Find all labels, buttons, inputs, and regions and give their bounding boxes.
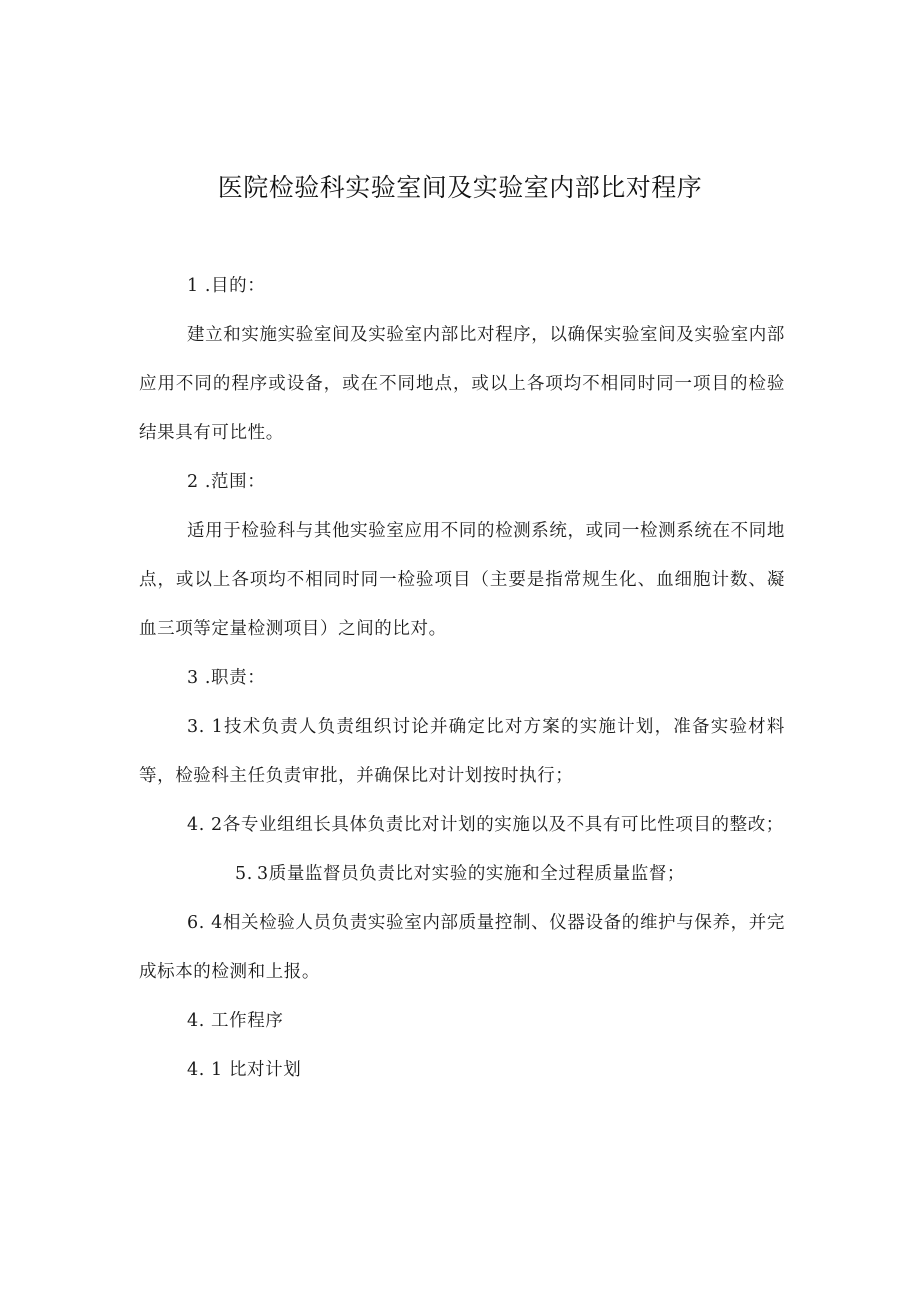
section-4-heading: 4. 工作程序 bbox=[187, 1011, 284, 1031]
document-body bbox=[139, 262, 785, 1095]
section-3-item-2: 4. 2各专业组组长具体负责比对计划的实施以及不具有可比性项目的整改； bbox=[187, 815, 784, 835]
section-1-text: 建立和实施实验室间及实验室内部比对程序，以确保实验室间及实验室内部应用不同的程序或设备，或在不同地点，或以上各项均不相同时同一项目的检验结果具有可比性。 bbox=[139, 325, 785, 443]
section-3-item-1: 3. 1技术负责人负责组织讨论并确定比对方案的实施计划，准备实验材料等，检验科主任负责审批，并确保比对计划按时执行； bbox=[139, 717, 785, 786]
item-number: 5. bbox=[235, 864, 253, 884]
item-text: 3质量监督员负责比对实验的实施和全过程质量监督； bbox=[257, 864, 686, 884]
section-1-heading: 1 .目的： bbox=[187, 276, 266, 296]
section-2-text: 适用于检验科与其他实验室应用不同的检测系统，或同一检测系统在不同地点，或以上各项均不相同时同一检验项目（主要是指常规生化、血细胞计数、凝血三项等定量检测项目）之间的比对。 bbox=[139, 521, 785, 639]
section-3-heading: 3 .职责： bbox=[187, 668, 266, 688]
section-2-heading: 2 .范围： bbox=[187, 472, 266, 492]
section-3-item-3 bbox=[139, 850, 785, 899]
section-3-item-4: 6. 4相关检验人员负责实验室内部质量控制、仪器设备的维护与保养，并完成标本的检测和上报。 bbox=[139, 913, 785, 982]
document-title: 医院检验科实验室间及实验室内部比对程序 bbox=[217, 173, 703, 202]
section-4-1-heading: 4. 1 比对计划 bbox=[187, 1060, 302, 1080]
